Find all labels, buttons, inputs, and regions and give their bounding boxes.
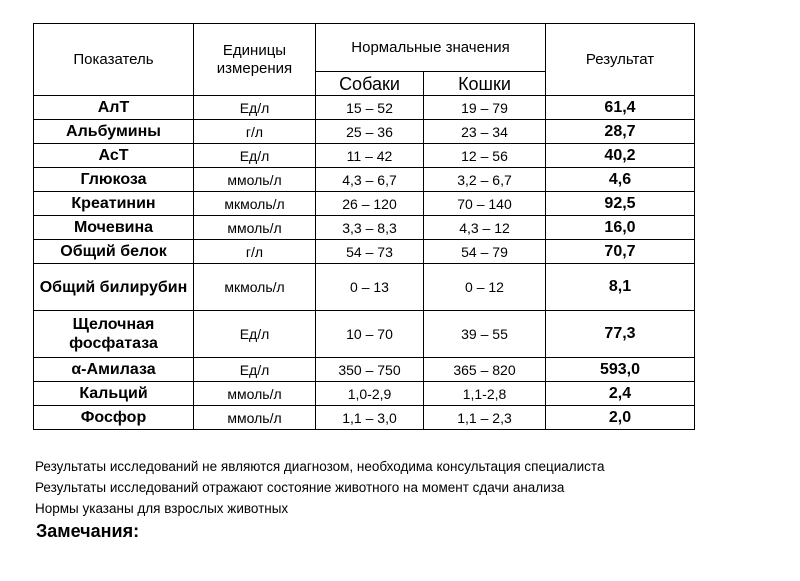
dogs-range: 4,3 – 6,7 [316,168,424,192]
header-cats: Кошки [424,72,546,96]
result-value: 16,0 [546,216,695,240]
table-row [34,264,695,311]
dogs-range: 26 – 120 [316,192,424,216]
dogs-range: 54 – 73 [316,240,424,264]
table-row [34,144,695,168]
table-row [34,120,695,144]
unit-cell: г/л [194,240,316,264]
unit-cell: мкмоль/л [194,264,316,311]
indicator-name: Мочевина [34,216,194,240]
cats-range: 54 – 79 [424,240,546,264]
table-row [34,216,695,240]
results-sheet [33,23,695,430]
notes-block [35,456,604,519]
result-value: 92,5 [546,192,695,216]
result-value: 28,7 [546,120,695,144]
dogs-range: 1,0-2,9 [316,382,424,406]
cats-range: 23 – 34 [424,120,546,144]
cats-range: 70 – 140 [424,192,546,216]
unit-cell: Ед/л [194,144,316,168]
indicator-name: α-Амилаза [34,358,194,382]
remarks-label: Замечания: [36,521,140,541]
cats-range: 12 – 56 [424,144,546,168]
unit-cell: Ед/л [194,311,316,358]
result-value: 40,2 [546,144,695,168]
indicator-name: Кальций [34,382,194,406]
result-value: 4,6 [546,168,695,192]
result-value: 2,4 [546,382,695,406]
indicator-name: Щелочная фосфатаза [34,311,194,358]
dogs-range: 0 – 13 [316,264,424,311]
table-row [34,382,695,406]
header-dogs: Собаки [316,72,424,96]
cats-range: 0 – 12 [424,264,546,311]
dogs-range: 1,1 – 3,0 [316,406,424,430]
result-value: 70,7 [546,240,695,264]
table-row [34,168,695,192]
unit-cell: ммоль/л [194,168,316,192]
cats-range: 1,1-2,8 [424,382,546,406]
result-value: 8,1 [546,264,695,311]
table-row [34,406,695,430]
dogs-range: 10 – 70 [316,311,424,358]
unit-cell: Ед/л [194,96,316,120]
dogs-range: 11 – 42 [316,144,424,168]
table-row [34,311,695,358]
table-row [34,358,695,382]
unit-cell: ммоль/л [194,406,316,430]
header-normal-values: Нормальные значения [316,24,546,72]
header-indicator: Показатель [34,24,194,96]
table-row [34,192,695,216]
unit-cell: ммоль/л [194,382,316,406]
indicator-name: АсТ [34,144,194,168]
unit-cell: мкмоль/л [194,192,316,216]
indicator-name: Общий белок [34,240,194,264]
indicator-name: Альбумины [34,120,194,144]
dogs-range: 25 – 36 [316,120,424,144]
dogs-range: 15 – 52 [316,96,424,120]
note-line: Результаты исследований отражают состояние животного на момент сдачи анализа [35,480,565,495]
indicator-name: Фосфор [34,406,194,430]
results-body [34,96,695,430]
cats-range: 3,2 – 6,7 [424,168,546,192]
unit-cell: ммоль/л [194,216,316,240]
dogs-range: 350 – 750 [316,358,424,382]
result-value: 77,3 [546,311,695,358]
result-value: 2,0 [546,406,695,430]
note-line: Нормы указаны для взрослых животных [35,501,289,516]
indicator-name: Креатинин [34,192,194,216]
indicator-name: АлТ [34,96,194,120]
result-value: 593,0 [546,358,695,382]
results-table [33,23,695,430]
indicator-name: Общий билирубин [34,264,194,311]
dogs-range: 3,3 – 8,3 [316,216,424,240]
unit-cell: Ед/л [194,358,316,382]
table-row [34,240,695,264]
result-value: 61,4 [546,96,695,120]
cats-range: 4,3 – 12 [424,216,546,240]
cats-range: 19 – 79 [424,96,546,120]
unit-cell: г/л [194,120,316,144]
cats-range: 365 – 820 [424,358,546,382]
indicator-name: Глюкоза [34,168,194,192]
cats-range: 39 – 55 [424,311,546,358]
cats-range: 1,1 – 2,3 [424,406,546,430]
table-row [34,96,695,120]
note-line: Результаты исследований не являются диагнозом, необходима консультация специалиста [35,459,605,474]
header-result: Результат [546,24,695,96]
header-units: Единицы измерения [194,24,316,96]
